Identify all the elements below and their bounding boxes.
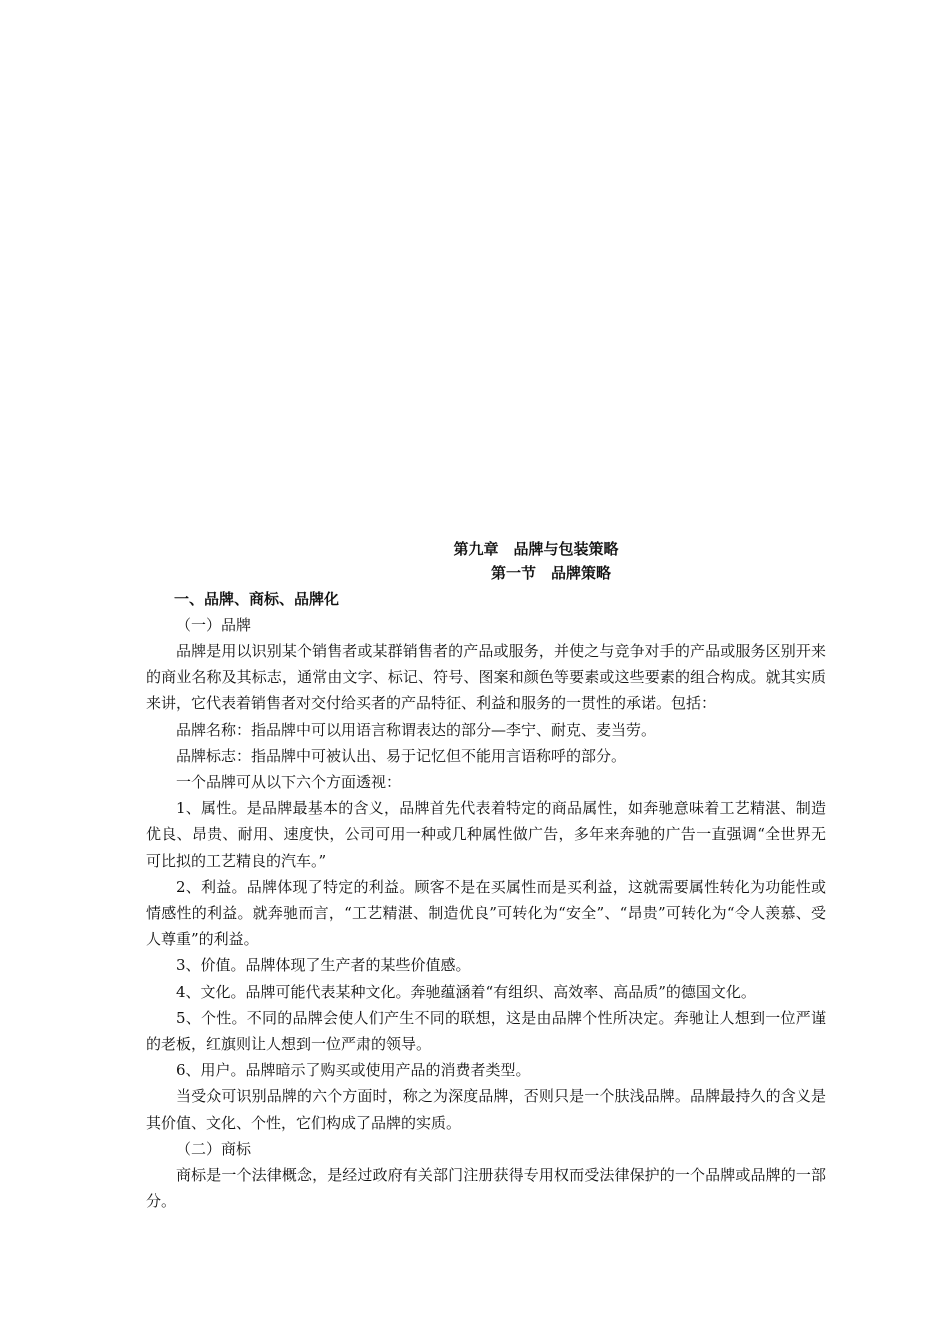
paragraph: 6、用户。品牌暗示了购买或使用产品的消费者类型。: [176, 1061, 531, 1080]
paragraph: 品牌是用以识别某个销售者或某群销售者的产品或服务，并使之与竞争对手的产品或服务区别开来的商业名称及其标志，通常由文字、标记、符号、图案和颜色等要素或这些要素的组合构成。就其实质来讲，它代表着销售者对交付给买者的产品特征、利益和服务的一贯性的承诺。包括：: [146, 642, 826, 713]
chapter-title: 第九章 品牌与包装策略: [453, 540, 619, 558]
paragraph: 商标是一个法律概念，是经过政府有关部门注册获得专用权而受法律保护的一个品牌或品牌的一部分。: [146, 1165, 826, 1211]
document-body: [146, 537, 826, 1214]
paragraph: 品牌名称：指品牌中可以用语言称谓表达的部分—李宁、耐克、麦当劳。: [176, 720, 657, 739]
subheading-trademark: （二）商标: [176, 1139, 252, 1158]
paragraph: 品牌标志：指品牌中可被认出、易于记忆但不能用言语称呼的部分。: [176, 746, 627, 765]
section-title: 第一节 品牌策略: [490, 564, 611, 582]
paragraph: 当受众可识别品牌的六个方面时，称之为深度品牌，否则只是一个肤浅品牌。品牌最持久的含义是其价值、文化、个性，它们构成了品牌的实质。: [146, 1087, 826, 1132]
paragraph: 2、利益。品牌体现了特定的利益。顾客不是在买属性而是买利益，这就需要属性转化为功能性或情感性的利益。就奔驰而言，“工艺精湛、制造优良”可转化为“安全”、“昂贵”可转化为“令人羡慕、受人尊重”的利益。: [146, 877, 826, 949]
paragraph: 1、属性。是品牌最基本的含义，品牌首先代表着特定的商品属性，如奔驰意味着工艺精湛、制造优良、昂贵、耐用、速度快，公司可用一种或几种属性做广告，多年来奔驰的广告一直强调“全世界无可比拟的工艺精良的汽车。”: [146, 799, 826, 870]
paragraph: 5、个性。不同的品牌会使人们产生不同的联想，这是由品牌个性所决定。奔驰让人想到一位严谨的老板，红旗则让人想到一位严肃的领导。: [146, 1008, 826, 1054]
paragraph: 3、价值。品牌体现了生产者的某些价值感。: [176, 956, 471, 975]
heading-level-1: 一、品牌、商标、品牌化: [174, 590, 340, 608]
subheading-brand: （一）品牌: [176, 616, 252, 634]
paragraph: 4、文化。品牌可能代表某种文化。奔驰蕴涵着“有组织、高效率、高品质”的德国文化。: [176, 982, 756, 1001]
paragraph: 一个品牌可从以下六个方面透视：: [176, 773, 402, 792]
